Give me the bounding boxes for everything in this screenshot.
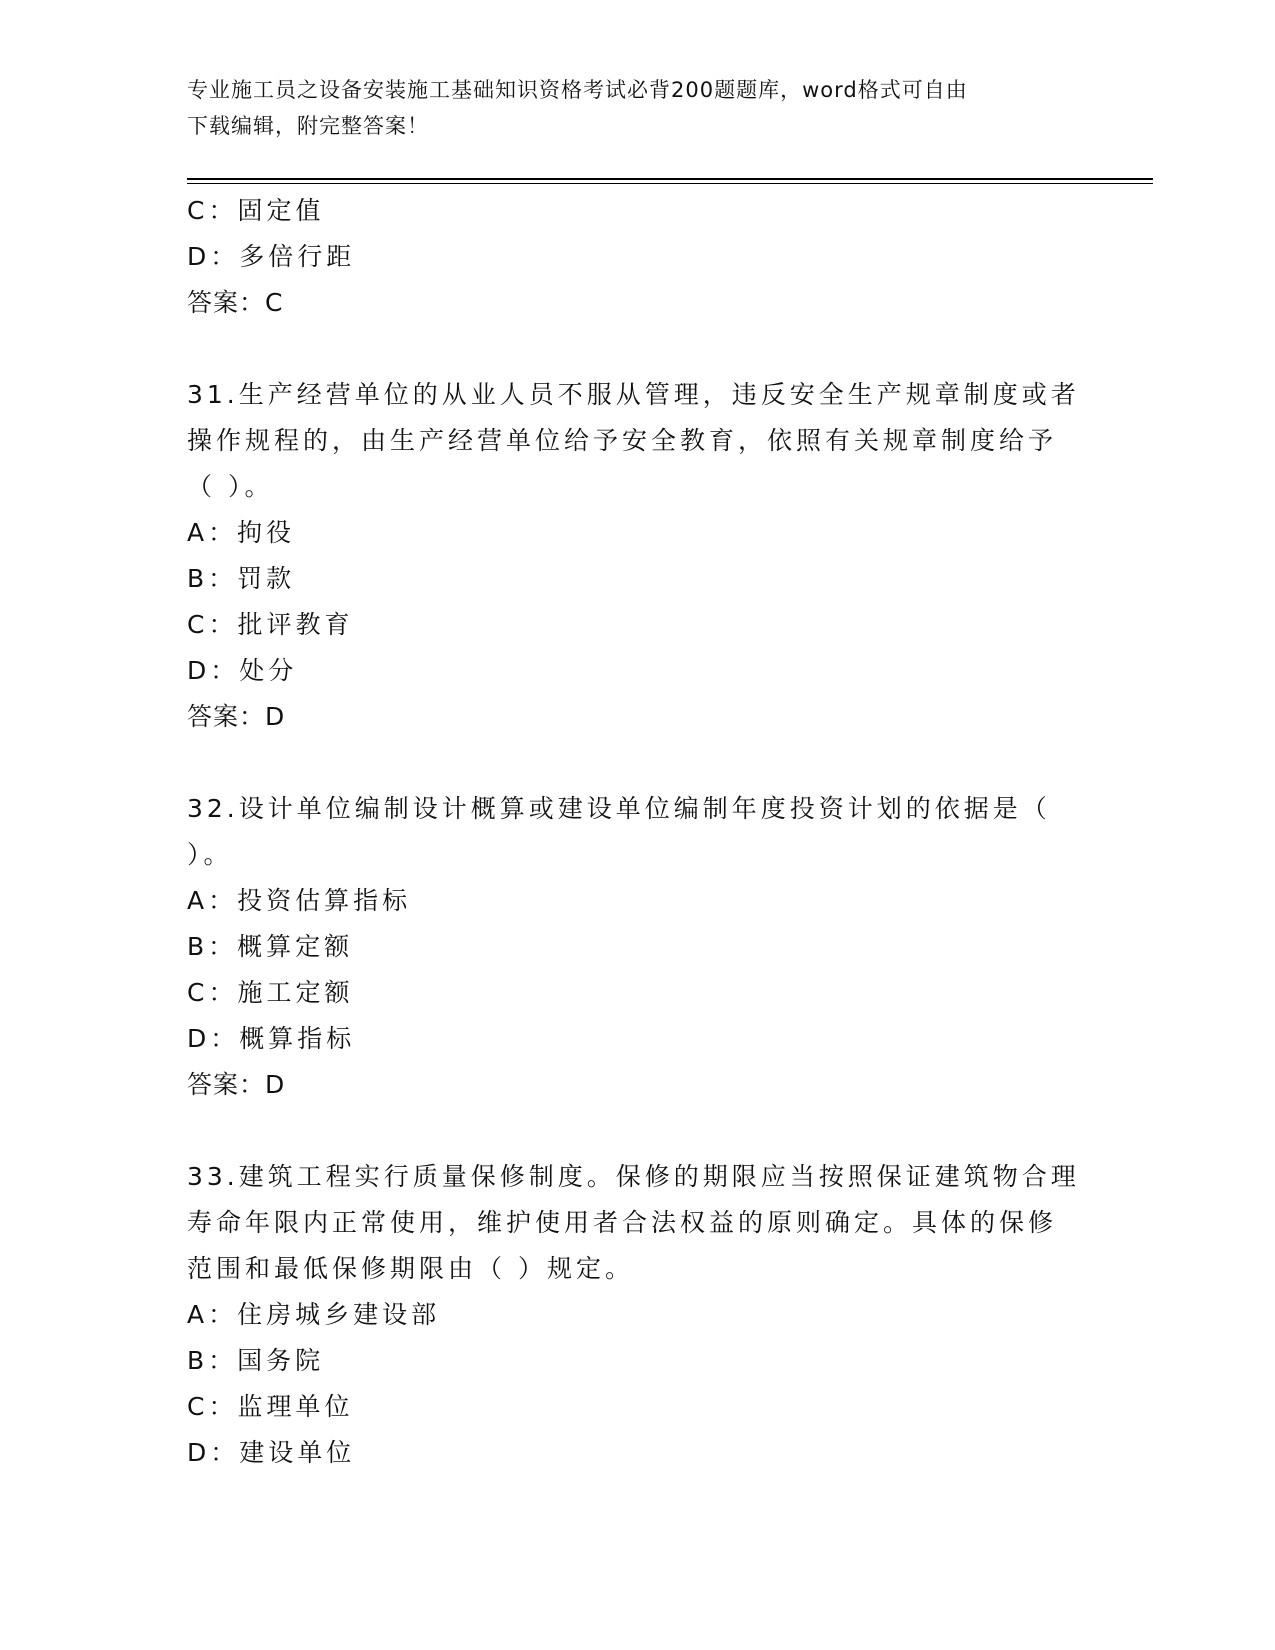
header-line-2: 下载编辑，附完整答案！ <box>187 114 429 138</box>
spacer <box>187 326 1087 372</box>
question-text-line: （ ）。 <box>187 472 274 501</box>
option-b: B：国务院 <box>187 1346 325 1375</box>
spacer <box>187 1108 1087 1154</box>
spacer <box>187 740 1087 786</box>
option-c: C：固定值 <box>187 196 325 225</box>
option-d: D：处分 <box>187 656 298 685</box>
header-divider-thin <box>187 183 1153 184</box>
question-text-line: 寿命年限内正常使用，维护使用者合法权益的原则确定。具体的保修 <box>187 1208 1058 1237</box>
option-d: D：建设单位 <box>187 1438 356 1467</box>
question-text-line: 31.生产经营单位的从业人员不服从管理，违反安全生产规章制度或者 <box>187 380 1080 409</box>
question-text-line: 33.建筑工程实行质量保修制度。保修的期限应当按照保证建筑物合理 <box>187 1162 1080 1191</box>
answer-line: 答案：D <box>187 702 286 731</box>
document-body <box>187 188 1087 1476</box>
option-d: D：多倍行距 <box>187 242 356 271</box>
option-b: B：概算定额 <box>187 932 354 961</box>
question-text-line: 范围和最低保修期限由（ ）规定。 <box>187 1254 634 1283</box>
document-header <box>187 72 1067 144</box>
question-32 <box>187 786 1087 1108</box>
option-d: D：概算指标 <box>187 1024 356 1053</box>
option-a: A：投资估算指标 <box>187 886 412 915</box>
question-33 <box>187 1154 1087 1476</box>
option-c: C：施工定额 <box>187 978 354 1007</box>
option-c: C：批评教育 <box>187 610 354 639</box>
question-text-line: 操作规程的，由生产经营单位给予安全教育，依照有关规章制度给予 <box>187 426 1058 455</box>
answer-line: 答案：D <box>187 1070 286 1099</box>
header-divider-thick <box>187 178 1153 180</box>
option-a: A：住房城乡建设部 <box>187 1300 441 1329</box>
question-31 <box>187 372 1087 740</box>
prev-question-block <box>187 188 1087 326</box>
option-a: A：拘役 <box>187 518 296 547</box>
answer-line: 答案：C <box>187 288 284 317</box>
question-text-line: 32.设计单位编制设计概算或建设单位编制年度投资计划的依据是（ <box>187 794 1051 823</box>
header-line-1: 专业施工员之设备安装施工基础知识资格考试必背200题题库，word格式可自由 <box>187 78 968 102</box>
option-c: C：监理单位 <box>187 1392 354 1421</box>
question-text-line: ）。 <box>187 840 233 869</box>
option-b: B：罚款 <box>187 564 296 593</box>
